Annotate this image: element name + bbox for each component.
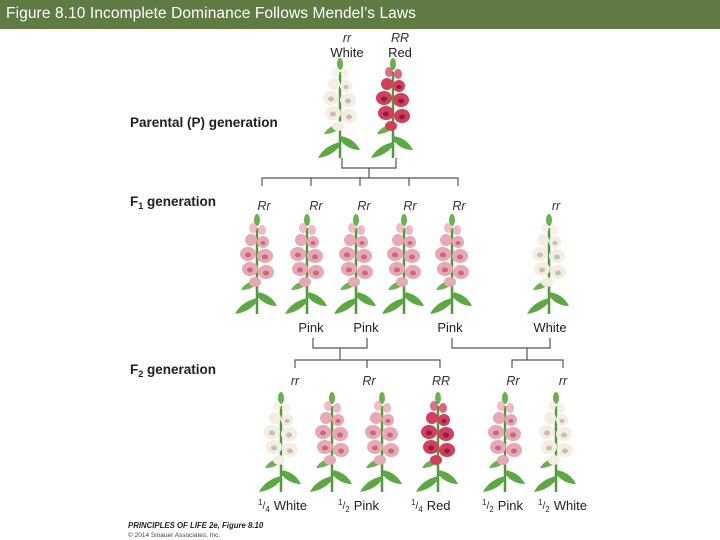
f2-generation-label: $F_2$ generation xyxy=(130,362,217,379)
f2-result-1: $^1_{/4}$ White xyxy=(258,498,307,514)
f1-generation-label: $F_1$ generation xyxy=(130,194,217,211)
f2-result-2: $^1_{/2}$ Pink xyxy=(338,498,379,514)
f2-genotype-6: rr xyxy=(558,374,568,388)
f1-genotype-3: Rr xyxy=(357,199,371,213)
f2-plant-2 xyxy=(310,392,352,492)
f2-right-cross-bracket xyxy=(452,338,550,348)
f2-result-4: $^1_{/2}$ Pink xyxy=(482,498,523,514)
f1-branch-ticks xyxy=(311,178,409,186)
f2-genotype-5: Rr xyxy=(506,374,520,388)
f2-left-branch-bar xyxy=(295,360,440,368)
f1-genotype-6: rr xyxy=(551,199,561,213)
parental-generation-label: Parental (P) generation xyxy=(130,115,278,130)
f1-phenotype-2: Pink xyxy=(353,320,379,335)
f1-plant-2 xyxy=(285,214,327,314)
f1-genotype-1: Rr xyxy=(257,199,271,213)
f1-plant-5 xyxy=(430,214,472,314)
parent-genotype-rr: rr xyxy=(342,31,352,45)
f1-plant-1 xyxy=(235,214,277,314)
f2-left-cross-bracket xyxy=(313,338,367,348)
f1-plant-6 xyxy=(527,214,569,314)
inheritance-diagram xyxy=(0,29,720,540)
parent-genotype-RR: RR xyxy=(390,31,410,45)
f1-plant-4 xyxy=(382,214,424,314)
f1-phenotype-3: Pink xyxy=(437,320,463,335)
f1-genotype-2: Rr xyxy=(309,199,323,213)
f2-result-5: $^1_{/2}$ White xyxy=(538,498,587,514)
f2-plant-3 xyxy=(360,392,402,492)
f1-phenotype-4: White xyxy=(533,320,567,335)
f2-genotype-3: Rr xyxy=(362,374,376,388)
parent-white-plant xyxy=(318,58,360,158)
parent-red-plant xyxy=(371,58,413,158)
f2-plant-1 xyxy=(259,392,301,492)
slide-title: Figure 8.10 Incomplete Dominance Follows Mendel’s Laws xyxy=(6,5,417,22)
figure-credit: PRINCIPLES OF LIFE 2e, Figure 8.10 xyxy=(128,521,264,530)
copyright-notice: © 2014 Sinauer Associates, Inc. xyxy=(128,532,221,539)
parent-phenotype-white: White xyxy=(330,45,364,60)
f1-genotype-5: Rr xyxy=(452,199,466,213)
parent-phenotype-red: Red xyxy=(388,45,412,60)
f2-plant-6 xyxy=(534,392,576,492)
f1-plant-3 xyxy=(334,214,376,314)
parental-cross-bracket xyxy=(342,158,396,168)
f2-right-branch-bar xyxy=(512,360,563,368)
f1-phenotype-1: Pink xyxy=(298,320,324,335)
f2-plant-4 xyxy=(416,392,458,492)
f2-plant-5 xyxy=(483,392,525,492)
slide-title-bar xyxy=(0,0,720,29)
f2-genotype-1: rr xyxy=(290,374,300,388)
f2-result-3: $^1_{/4}$ Red xyxy=(411,498,451,514)
f2-genotype-4: RR xyxy=(431,374,451,388)
f1-genotype-4: Rr xyxy=(403,199,417,213)
